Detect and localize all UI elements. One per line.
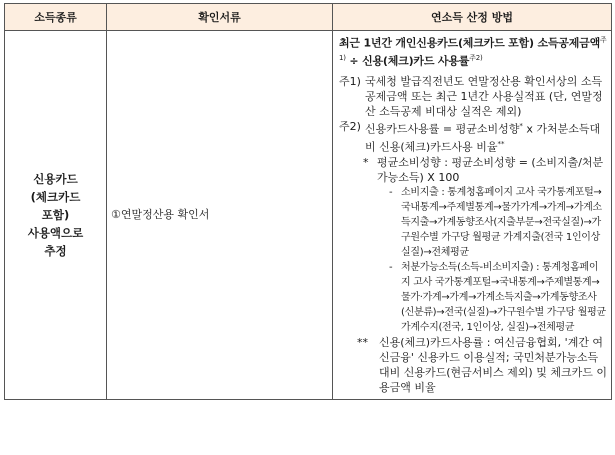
note-2: 주2) 신용카드사용률 = 평균소비성향* x 가처분소득대비 신용(체크)카드사용 비율** bbox=[339, 120, 601, 154]
header-row bbox=[5, 4, 612, 31]
table-row bbox=[5, 31, 612, 400]
income-verification-table bbox=[4, 3, 612, 400]
note-card-usage-rate: ** 신용(체크)카드사용률 : 여신금융협회, '계간 여신금융' 신용카드 이용실적; 국민처분가능소득 대비 신용카드(현금서비스 제외) 및 체크카드 이용금액 비율 bbox=[357, 335, 607, 394]
note-1: 주1) 국세청 발급직전년도 연말정산용 확인서상의 소득공제금액 또는 최근 1년간 사용실적표 (단, 연말정산 소득공제 비대상 실적은 제외) bbox=[339, 75, 603, 119]
note-average-propensity: * 평균소비성향 : 평균소비성향 = (소비지출/처분가능소득) X 100 bbox=[363, 155, 604, 184]
header-documents: 확인서류 bbox=[107, 4, 333, 31]
income-type-line: 사용액으로 bbox=[27, 225, 84, 240]
income-type-line: 신용카드 bbox=[33, 171, 78, 186]
method-formula: 최근 1년간 개인신용카드(체크카드 포함) 소득공제금액$^{주1)}$ ÷ 신용(체크)카드 사용률$^{주2)}$ bbox=[339, 36, 607, 68]
income-type-line: 포함) bbox=[41, 207, 70, 222]
note-consumption-expenditure: - 소비지출 : 통계청홈페이지 고사 국가통계포털→국내통계→주제별통계→물가가계→가계→가계소득지출→가계동향조사(지출부문→전국실질)→가구원수별 가구당 월평균 가계지출(전국 1인이상 실질)→전체평균 bbox=[389, 186, 602, 258]
header-calculation-method: 연소득 산정 방법 bbox=[333, 4, 612, 31]
document-name: ①연말정산용 확인서 bbox=[111, 208, 210, 222]
method-cell bbox=[333, 31, 612, 400]
header-income-type: 소득종류 bbox=[5, 4, 107, 31]
income-type-line: 추정 bbox=[44, 243, 67, 258]
income-type-cell bbox=[5, 31, 107, 400]
income-type-line: (체크카드 bbox=[30, 189, 81, 204]
note-disposable-income: - 처분가능소득(소득-비소비지출) : 통계청홈페이지 고사 국가통계포털→국내통계→주제별통계→물가·가계→가계→가계소득지출→가계동향조사(신분류)→전국(실질)→가구원수별 가구당 월평균 가계수지(전국, 1인이상, 실질)→전체평균 bbox=[389, 261, 606, 333]
document-cell bbox=[107, 31, 333, 400]
